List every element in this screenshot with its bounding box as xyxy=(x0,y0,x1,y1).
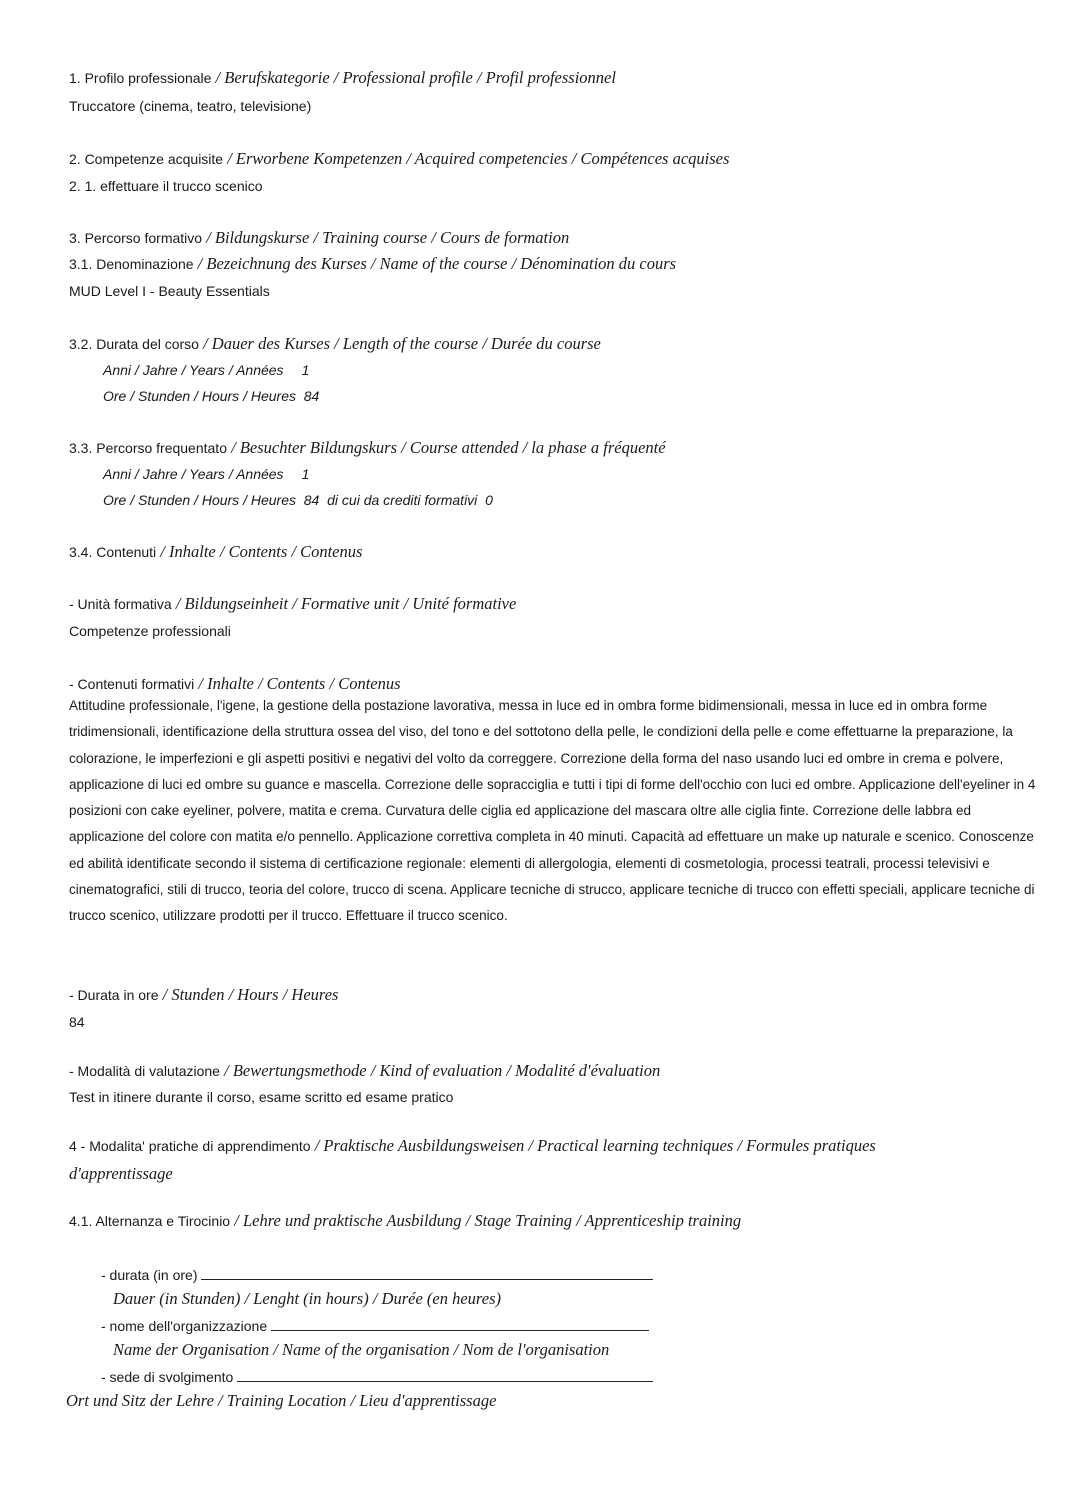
training-duration-translations: Dauer (in Stunden) / Lenght (in hours) / Durée (en heures) xyxy=(113,1289,501,1308)
organisation-row xyxy=(101,1316,649,1335)
contents-translations: / Inhalte / Contents / Contenus xyxy=(194,674,401,693)
attended-hours-value: 84 xyxy=(303,492,320,508)
formative-unit-value: Competenze professionali xyxy=(69,623,231,639)
section-3-translations: / Bildungskurse / Training course / Cours de formation xyxy=(202,228,570,247)
training-site-field[interactable] xyxy=(237,1367,653,1382)
section-4-1-translations: / Lehre und praktische Ausbildung / Stage Training / Apprenticeship training xyxy=(230,1211,742,1230)
section-3-3-heading xyxy=(69,439,666,457)
section-4-translations-cont: d'apprentissage xyxy=(69,1164,173,1183)
duration-heading xyxy=(69,986,338,1004)
section-4-1-heading xyxy=(69,1212,741,1230)
course-years-label: Anni / Jahre / Years / Années xyxy=(103,362,284,378)
training-duration-field[interactable] xyxy=(201,1265,653,1280)
attended-hours-label: Ore / Stunden / Hours / Heures xyxy=(103,492,296,508)
training-duration-label: - durata (in ore) xyxy=(101,1267,198,1283)
credits-value: 0 xyxy=(485,492,493,508)
duration-value: 84 xyxy=(69,1014,85,1030)
evaluation-label: - Modalità di valutazione xyxy=(69,1063,220,1079)
section-3-2-heading xyxy=(69,335,601,353)
training-site-label: - sede di svolgimento xyxy=(101,1369,234,1385)
contents-paragraph: Attitudine professionale, l'igene, la gestione della postazione lavorativa, messa in luce ed in ombra forme bidimensionali, messa in luce ed in ombra forme tridimensionali, identificazione della struttura ossea del viso, del tono e del sottotono della pelle, le condizioni della pelle e come effettuarne la preparazione, la colorazione, le imperfezioni e gli aspetti positivi e negativi del volto da correggere. Correzione della forma del naso usando luci ed ombre in crema e polvere, applicazione di luci ed ombre su guance e mascella. Correzione delle sopracciglia e tutti i tipi di forme dell'occhio con luci ed ombre. Applicazione dell'eyeliner in 4 posizioni con cake eyeliner, polvere, matita e crema. Curvatura delle ciglia ed applicazione del mascara oltre alle ciglia finte. Correzione delle labbra ed applicazione del colore con matita e/o pennello. Applicazione correttiva completa in 40 minuti. Capacità ad effettuare un make up naturale e scenico. Conoscenze ed abilità identificate secondo il sistema di certificazione regionale: elementi di allergologia, elementi di cosmetologia, processi teatrali, processi televisivi e cinematografici, stili di trucco, teoria del colore, trucco di scena. Applicare tecniche di strucco, applicare tecniche di trucco con effetti speciali, applicare tecniche di trucco scenico, utilizzare prodotti per il trucco. Effettuare il trucco scenico. xyxy=(69,698,1036,924)
duration-translations: / Stunden / Hours / Heures xyxy=(158,985,339,1004)
course-hours-value: 84 xyxy=(303,388,320,404)
section-3-4-heading xyxy=(69,543,362,561)
organisation-label: - nome dell'organizzazione xyxy=(101,1318,268,1334)
training-site-translations: Ort und Sitz der Lehre / Training Location / Lieu d'apprentissage xyxy=(66,1391,497,1410)
section-4-heading xyxy=(69,1137,876,1155)
course-name-value: MUD Level I - Beauty Essentials xyxy=(69,283,270,299)
credits-label: di cui da crediti formativi xyxy=(327,492,478,508)
section-3-1-label: 3.1. Denominazione xyxy=(69,256,194,272)
evaluation-translations: / Bewertungsmethode / Kind of evaluation / Modalité d'évaluation xyxy=(219,1061,661,1080)
organisation-translations: Name der Organisation / Name of the organisation / Nom de l'organisation xyxy=(113,1340,610,1359)
section-1-label: 1. Profilo professionale xyxy=(69,70,212,86)
training-duration-row xyxy=(101,1265,653,1284)
section-3-4-translations: / Inhalte / Contents / Contenus xyxy=(156,542,363,561)
section-3-2-translations: / Dauer des Kurses / Length of the course / Durée du course xyxy=(198,334,601,353)
formative-unit-heading xyxy=(69,595,516,613)
attended-years-row xyxy=(103,465,309,483)
competence-item: 2. 1. effettuare il trucco scenico xyxy=(69,178,263,194)
section-4-translations: / Praktische Ausbildungsweisen / Practical learning techniques / Formules pratiques xyxy=(310,1136,876,1155)
section-3-1-heading xyxy=(69,255,676,273)
evaluation-heading xyxy=(69,1062,660,1080)
organisation-field[interactable] xyxy=(271,1316,649,1331)
course-years-row xyxy=(103,361,309,379)
profile-value: Truccatore (cinema, teatro, televisione) xyxy=(69,98,312,114)
section-4-label: 4 - Modalita' pratiche di apprendimento xyxy=(69,1138,311,1154)
section-3-heading xyxy=(69,229,569,247)
section-3-1-translations: / Bezeichnung des Kurses / Name of the course / Dénomination du cours xyxy=(193,254,677,273)
formative-unit-label: - Unità formativa xyxy=(69,596,172,612)
attended-years-value: 1 xyxy=(301,466,310,482)
section-2-label: 2. Competenze acquisite xyxy=(69,151,224,167)
section-1-heading xyxy=(69,69,616,87)
training-site-row xyxy=(101,1367,653,1386)
section-2-heading xyxy=(69,150,729,168)
section-3-2-label: 3.2. Durata del corso xyxy=(69,336,199,352)
section-3-4-label: 3.4. Contenuti xyxy=(69,544,157,560)
formative-unit-translations: / Bildungseinheit / Formative unit / Unité formative xyxy=(171,594,517,613)
contents-heading xyxy=(69,675,401,693)
attended-years-label: Anni / Jahre / Years / Années xyxy=(103,466,284,482)
attended-hours-row xyxy=(103,491,493,509)
course-hours-label: Ore / Stunden / Hours / Heures xyxy=(103,388,296,404)
course-years-value: 1 xyxy=(301,362,310,378)
contents-label: - Contenuti formativi xyxy=(69,676,195,692)
section-3-3-label: 3.3. Percorso frequentato xyxy=(69,440,227,456)
duration-label: - Durata in ore xyxy=(69,987,159,1003)
section-3-label: 3. Percorso formativo xyxy=(69,230,203,246)
section-2-translations: / Erworbene Kompetenzen / Acquired competencies / Compétences acquises xyxy=(223,149,730,168)
section-4-1-label: 4.1. Alternanza e Tirocinio xyxy=(69,1213,231,1229)
course-hours-row xyxy=(103,387,319,405)
evaluation-value: Test in itinere durante il corso, esame scritto ed esame pratico xyxy=(69,1089,454,1105)
section-1-translations: / Berufskategorie / Professional profile / Profil professionnel xyxy=(211,68,616,87)
section-3-3-translations: / Besuchter Bildungskurs / Course attended / la phase a fréquenté xyxy=(227,438,666,457)
